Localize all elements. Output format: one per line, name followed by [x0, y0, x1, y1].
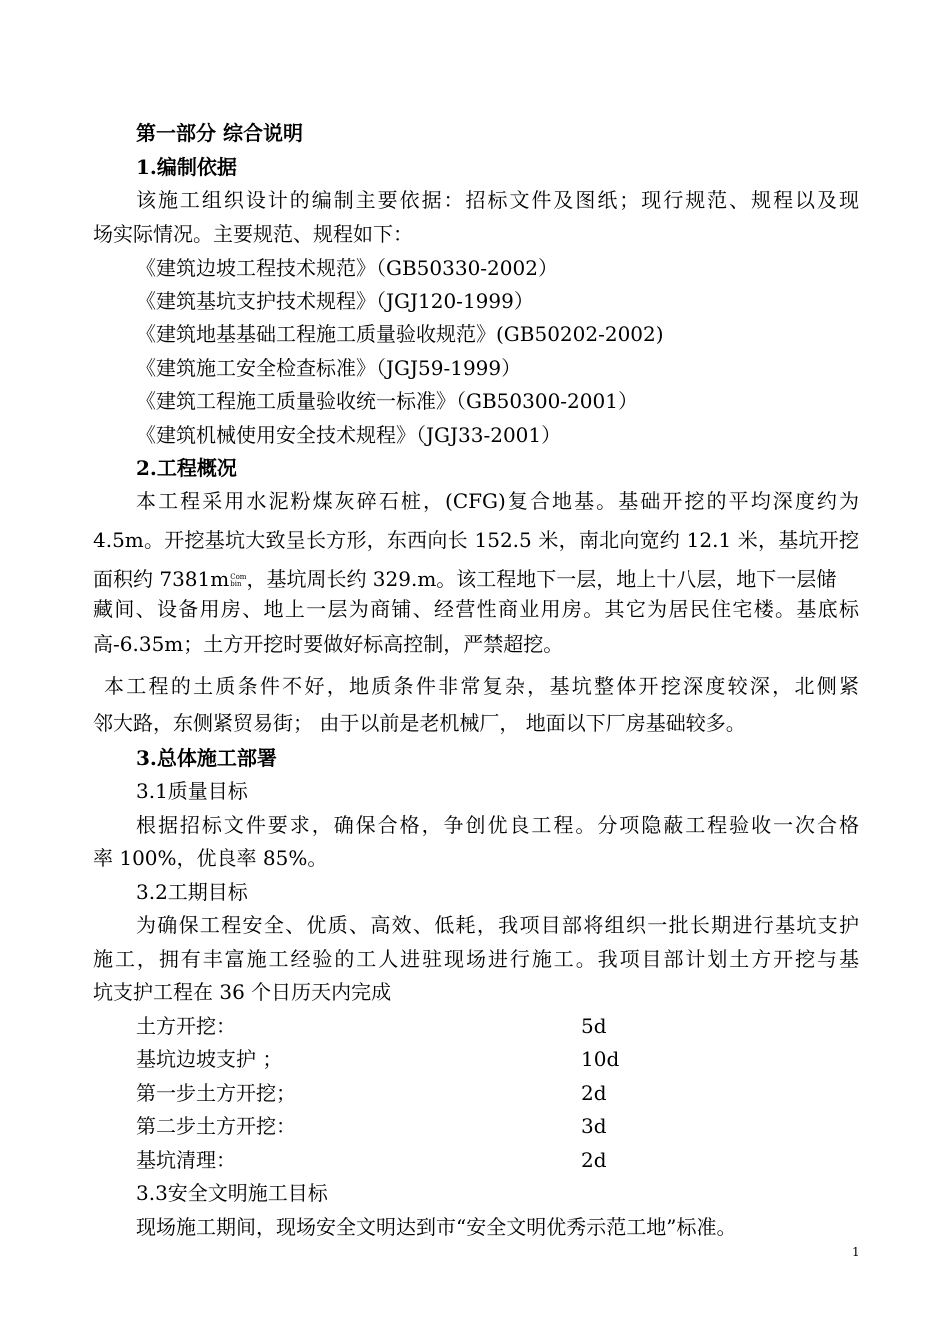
- paragraph-line: 本工程的土质条件不好，地质条件非常复杂，基坑整体开挖深度较深，北侧紧: [104, 674, 859, 698]
- standard-item: 《建筑工程施工质量验收统一标准》（GB50300-2001）: [136, 389, 638, 413]
- schedule-row: [136, 1114, 836, 1138]
- schedule-row: [136, 1081, 836, 1105]
- schedule-task: 基坑边坡支护 ；: [136, 1047, 283, 1071]
- paragraph-line: 为确保工程安全、优质、高效、低耗，我项目部将组织一批长期进行基坑支护: [136, 913, 859, 937]
- schedule-days: 2d: [581, 1081, 607, 1105]
- standard-item: 《建筑施工安全检查标准》（JGJ59-1999）: [136, 356, 522, 380]
- section-heading-overview: 2.工程概况: [136, 456, 237, 480]
- standard-item: 《建筑基坑支护技术规程》（JGJ120-1999）: [136, 289, 534, 313]
- schedule-row: [136, 1148, 836, 1172]
- page-number: 1: [852, 1245, 860, 1259]
- paragraph-line: 4.5m。开挖基坑大致呈长方形，东西向长 152.5 米，南北向宽约 12.1 米，基坑开挖: [93, 528, 859, 552]
- text-segment: ，基坑周长约 329.m。该工程地下一层，地上十八层，地下一层储: [246, 567, 837, 591]
- schedule-days: 3d: [581, 1114, 607, 1138]
- section-heading-basis: 1.编制依据: [136, 155, 237, 179]
- paragraph-line: 率 100%，优良率 85%。: [93, 846, 328, 870]
- schedule-task: 基坑清理：: [136, 1148, 236, 1172]
- paragraph-line: 该施工组织设计的编制主要依据：招标文件及图纸；现行规范、规程以及现: [136, 188, 859, 212]
- paragraph-line: 施工，拥有丰富施工经验的工人进驻现场进行施工。我项目部计划土方开挖与基: [93, 947, 859, 971]
- schedule-task: 第一步土方开挖；: [136, 1081, 296, 1105]
- schedule-task: 土方开挖：: [136, 1014, 236, 1038]
- standard-item: 《建筑机械使用安全技术规程》（JGJ33-2001）: [136, 423, 562, 447]
- paragraph-line: 藏间、设备用房、地上一层为商铺、经营性商业用房。其它为居民住宅楼。基底标: [93, 597, 859, 621]
- subsection-title: 3.2工期目标: [136, 880, 248, 904]
- section-heading-deployment: 3.总体施工部署: [136, 746, 277, 770]
- paragraph-line: 本工程采用水泥粉煤灰碎石桩，(CFG)复合地基。基础开挖的平均深度约为: [136, 489, 859, 513]
- standard-item: 《建筑边坡工程技术规范》（GB50330-2002）: [136, 256, 558, 280]
- paragraph-line: [93, 567, 836, 591]
- combined-char: [230, 574, 246, 588]
- schedule-row: [136, 1047, 836, 1071]
- paragraph-line: 现场施工期间，现场安全文明达到市“安全文明优秀示范工地”标准。: [136, 1215, 737, 1239]
- standard-item: 《建筑地基基础工程施工质量验收规范》(GB50202-2002): [136, 322, 664, 346]
- paragraph-line: 邻大路，东侧紧贸易街； 由于以前是老机械厂， 地面以下厂房基础较多。: [93, 711, 746, 735]
- schedule-days: 2d: [581, 1148, 607, 1172]
- schedule-days: 5d: [581, 1014, 607, 1038]
- paragraph-line: 根据招标文件要求，确保合格，争创优良工程。分项隐蔽工程验收一次合格: [136, 813, 859, 837]
- part-title: 第一部分 综合说明: [136, 121, 303, 145]
- schedule-row: [136, 1014, 836, 1038]
- text-segment: 面积约 7381m: [93, 567, 230, 591]
- subsection-title: 3.3安全文明施工目标: [136, 1181, 328, 1205]
- subsection-title: 3.1质量目标: [136, 779, 248, 803]
- paragraph-line: 高-6.35m；土方开挖时要做好标高控制，严禁超挖。: [93, 632, 564, 656]
- paragraph-line: 场实际情况。主要规范、规程如下：: [93, 222, 413, 246]
- combined-char-top: Com: [230, 572, 247, 581]
- paragraph-line: 坑支护工程在 36 个日历天内完成: [93, 980, 392, 1004]
- schedule-task: 第二步土方开挖：: [136, 1114, 296, 1138]
- combined-char-bottom: bin: [230, 579, 242, 588]
- schedule-days: 10d: [581, 1047, 620, 1071]
